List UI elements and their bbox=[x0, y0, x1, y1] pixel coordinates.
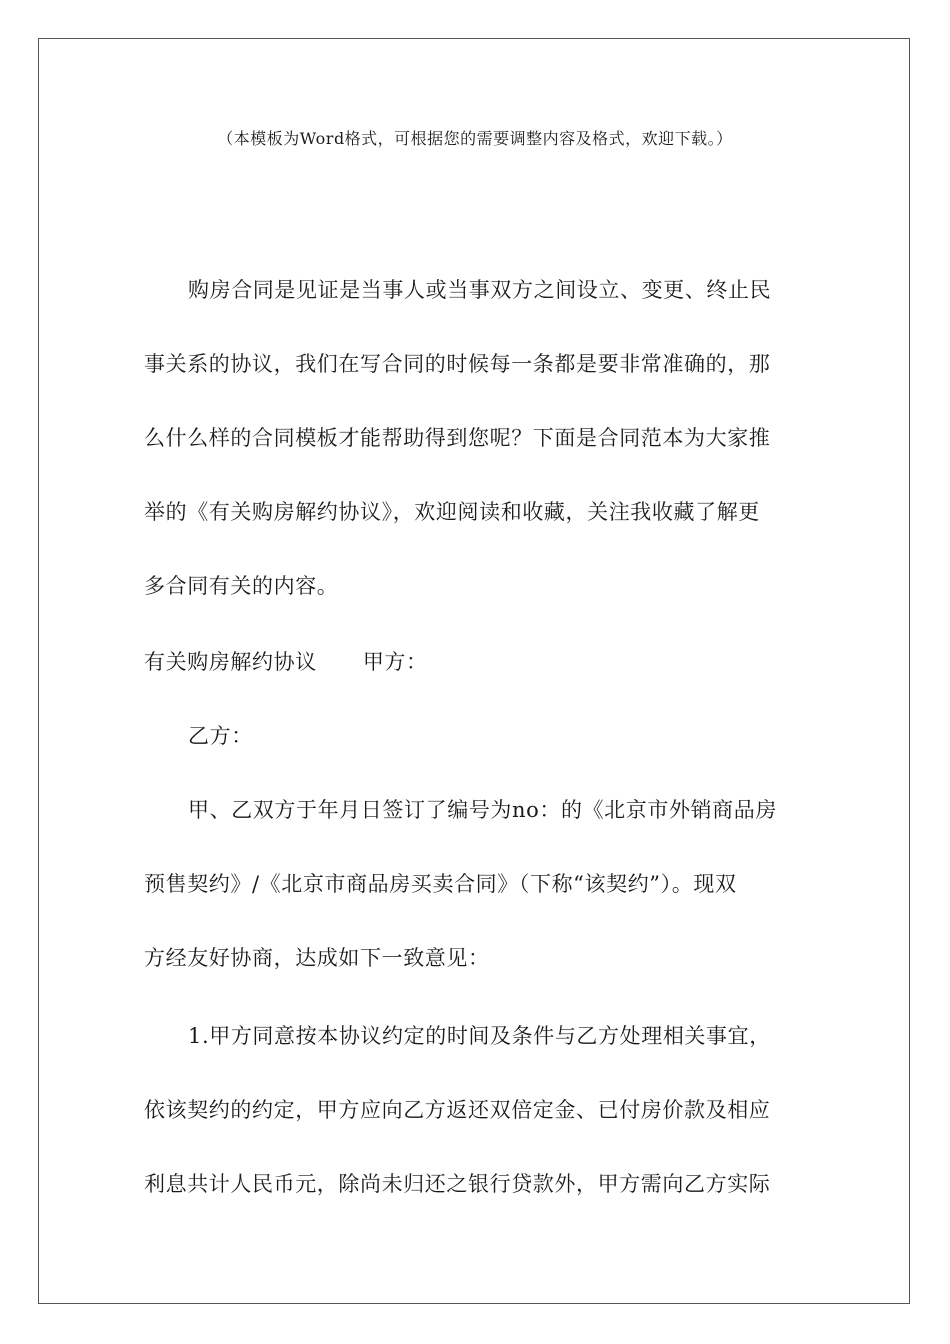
preamble-line-2: 预售契约》/《北京市商品房买卖合同》（下称“该契约”）。现双 bbox=[144, 872, 737, 896]
intro-line-3: 么什么样的合同模板才能帮助得到您呢？下面是合同范本为大家推 bbox=[144, 426, 771, 450]
intro-line-4: 举的《有关购房解约协议》，欢迎阅读和收藏，关注我收藏了解更 bbox=[144, 500, 760, 524]
agreement-title-row bbox=[144, 648, 824, 676]
preamble-line-3: 方经友好协商，达成如下一致意见： bbox=[144, 946, 490, 970]
intro-line-2: 事关系的协议，我们在写合同的时候每一条都是要非常准确的，那 bbox=[144, 352, 771, 376]
party-b-label: 乙方： bbox=[188, 724, 253, 748]
clause-1-line-2: 依该契约的约定，甲方应向乙方返还双倍定金、已付房价款及相应 bbox=[144, 1098, 771, 1122]
intro-line-1: 购房合同是见证是当事人或当事双方之间设立、变更、终止民 bbox=[188, 278, 772, 302]
agreement-title: 有关购房解约协议 bbox=[144, 650, 317, 674]
clause-1-line-1: 1.甲方同意按本协议约定的时间及条件与乙方处理相关事宜， bbox=[188, 1024, 771, 1048]
party-a-label: 甲方： bbox=[362, 650, 428, 674]
intro-line-5: 多合同有关的内容。 bbox=[144, 574, 339, 598]
preamble-line-1: 甲、乙双方于年月日签订了编号为no：的《北京市外销商品房 bbox=[188, 798, 777, 822]
template-note: （本模板为Word格式，可根据您的需要调整内容及格式，欢迎下载。） bbox=[217, 129, 733, 148]
clause-1-line-3: 利息共计人民币元，除尚未归还之银行贷款外，甲方需向乙方实际 bbox=[144, 1172, 771, 1196]
